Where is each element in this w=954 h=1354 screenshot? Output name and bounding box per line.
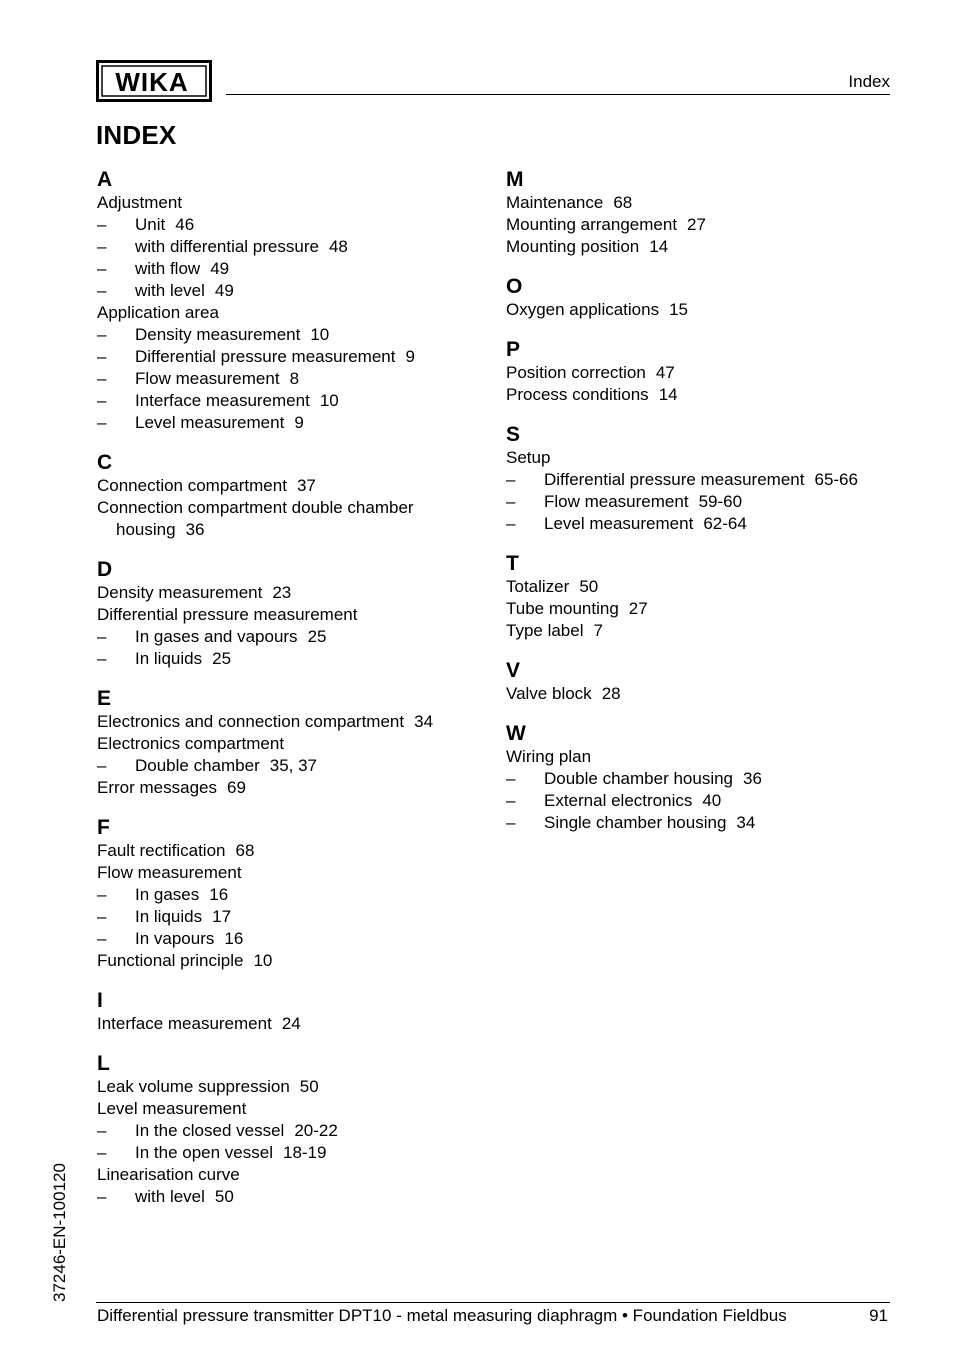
index-entry — [97, 475, 477, 497]
entry-page-reference: 65-66 — [814, 470, 858, 489]
entry-page-reference: 50 — [579, 577, 599, 596]
entry-page-reference: 20-22 — [294, 1121, 338, 1140]
entry-page-reference: 24 — [281, 1014, 301, 1033]
index-entry — [97, 1013, 477, 1035]
entry-term: Type label — [506, 621, 584, 640]
entry-term: Unit — [135, 215, 166, 234]
entry-term: Position correction — [506, 363, 646, 382]
entry-term: Valve block — [506, 684, 592, 703]
section-letter: L — [97, 1052, 110, 1075]
entry-page-reference: 68 — [613, 193, 633, 212]
entry-term: Oxygen applications — [506, 300, 660, 319]
document-code: 37246-EN-100120 — [50, 1163, 69, 1302]
section-letter: C — [97, 451, 113, 474]
index-column-left — [97, 168, 477, 1225]
entry-page-reference: 16 — [224, 929, 244, 948]
index-section-a — [97, 168, 477, 434]
entry-page-reference: 36 — [185, 520, 205, 539]
footer-rule — [96, 1302, 890, 1303]
page-number: 91 — [869, 1306, 888, 1325]
entry-page-reference: 27 — [687, 215, 706, 234]
index-subentry — [97, 648, 477, 670]
index-entry — [506, 214, 896, 236]
entry-term: Flow measurement — [135, 369, 280, 388]
index-subentry — [97, 346, 477, 368]
entry-page-reference: 68 — [235, 841, 255, 860]
entry-term: In gases — [135, 885, 200, 904]
entry-term: Flow measurement — [97, 863, 242, 882]
index-entry — [506, 746, 896, 768]
section-letter: F — [97, 816, 110, 839]
index-subentry — [97, 1186, 477, 1208]
entry-page-reference: 50 — [299, 1077, 319, 1096]
entry-term: Setup — [506, 448, 551, 467]
section-letter: W — [506, 722, 526, 745]
entry-term: External electronics — [544, 791, 693, 810]
entry-page-reference: 34 — [736, 813, 756, 832]
entry-page-reference: 49 — [210, 259, 230, 278]
index-entry — [506, 362, 896, 384]
index-entry — [97, 302, 477, 324]
entry-term: Connection compartment double chamber — [97, 498, 414, 517]
index-entry — [97, 497, 477, 519]
index-entry — [97, 950, 477, 972]
header-rule — [226, 94, 890, 95]
index-subentry — [97, 1142, 477, 1164]
entry-page-reference: 34 — [414, 712, 434, 731]
index-entry — [506, 576, 896, 598]
index-entry — [97, 1164, 477, 1186]
index-subentry — [506, 768, 896, 790]
entry-page-reference: 9 — [405, 347, 415, 366]
entry-term: In vapours — [135, 929, 215, 948]
entry-term: Error messages — [97, 778, 217, 797]
entry-term: Mounting arrangement — [506, 215, 678, 234]
entry-term: Adjustment — [97, 193, 183, 212]
entry-page-reference: 14 — [658, 385, 678, 404]
index-entry — [97, 1076, 477, 1098]
index-subentry — [97, 368, 477, 390]
section-letter: S — [506, 423, 521, 446]
header-section-label: Index — [848, 72, 890, 91]
entry-term: Differential pressure measurement — [544, 470, 805, 489]
index-subentry — [97, 884, 477, 906]
entry-term: Level measurement — [97, 1099, 247, 1118]
entry-term: Wiring plan — [506, 747, 592, 766]
index-entry — [506, 192, 896, 214]
entry-page-reference: 35, 37 — [269, 756, 318, 775]
index-entry — [97, 733, 477, 755]
index-subentry — [97, 280, 477, 302]
entry-term: housing — [116, 520, 176, 539]
entry-term: with level — [135, 281, 205, 300]
entry-term: Mounting position — [506, 237, 640, 256]
entry-term: In the open vessel — [135, 1143, 273, 1162]
entry-term: Linearisation curve — [97, 1165, 240, 1184]
entry-term: with level — [135, 1187, 205, 1206]
entry-term: Level measurement — [135, 413, 285, 432]
entry-page-reference: 49 — [214, 281, 234, 300]
index-entry — [506, 236, 896, 258]
entry-page-reference: 48 — [328, 237, 348, 256]
section-letter: V — [506, 659, 521, 682]
entry-page-reference: 27 — [628, 599, 648, 618]
index-subentry — [97, 324, 477, 346]
index-section-s — [506, 423, 896, 535]
index-section-v — [506, 659, 896, 705]
entry-page-reference: 46 — [175, 215, 195, 234]
entry-term: In liquids — [135, 907, 203, 926]
index-entry — [97, 192, 477, 214]
entry-term: Single chamber housing — [544, 813, 727, 832]
index-entry — [97, 711, 477, 733]
index-entry — [97, 519, 477, 541]
index-subentry — [97, 412, 477, 434]
entry-term: Maintenance — [506, 193, 604, 212]
index-subentry — [97, 236, 477, 258]
index-entry — [506, 384, 896, 406]
index-section-o — [506, 275, 896, 321]
entry-page-reference: 10 — [253, 951, 273, 970]
entry-term: Level measurement — [544, 514, 694, 533]
entry-page-reference: 10 — [310, 325, 330, 344]
entry-term: Density measurement — [135, 325, 301, 344]
entry-page-reference: 10 — [319, 391, 339, 410]
entry-page-reference: 50 — [214, 1187, 234, 1206]
index-section-i — [97, 989, 477, 1035]
index-entry — [97, 1098, 477, 1120]
entry-term: Differential pressure measurement — [135, 347, 396, 366]
index-entry — [506, 447, 896, 469]
entry-term: Double chamber housing — [544, 769, 734, 788]
index-section-d — [97, 558, 477, 670]
index-subentry — [506, 790, 896, 812]
entry-term: Interface measurement — [97, 1014, 272, 1033]
section-letter: T — [506, 552, 519, 575]
entry-page-reference: 25 — [307, 627, 327, 646]
index-section-t — [506, 552, 896, 642]
entry-term: Application area — [97, 303, 219, 322]
index-section-f — [97, 816, 477, 972]
entry-page-reference: 18-19 — [282, 1143, 327, 1162]
footer-document-title: Differential pressure transmitter DPT10 - metal measuring diaphragm • Foundation Fieldbus — [97, 1306, 787, 1325]
page-title: INDEX — [96, 120, 177, 150]
entry-page-reference: 47 — [655, 363, 675, 382]
svg-text:WIKA: WIKA — [115, 67, 189, 97]
entry-term: Process conditions — [506, 385, 649, 404]
entry-term: Double chamber — [135, 756, 260, 775]
entry-term: Interface measurement — [135, 391, 310, 410]
entry-term: In the closed vessel — [135, 1121, 285, 1140]
entry-page-reference: 25 — [212, 649, 232, 668]
entry-page-reference: 69 — [226, 778, 246, 797]
entry-page-reference: 14 — [649, 237, 669, 256]
index-subentry — [97, 626, 477, 648]
section-letter: I — [97, 989, 103, 1012]
entry-page-reference: 28 — [601, 684, 621, 703]
entry-page-reference: 37 — [296, 476, 316, 495]
index-entry — [506, 299, 896, 321]
section-letter: P — [506, 338, 521, 361]
entry-page-reference: 40 — [702, 791, 722, 810]
entry-page-reference: 9 — [294, 413, 304, 432]
section-letter: E — [97, 687, 112, 710]
index-section-c — [97, 451, 477, 541]
entry-page-reference: 17 — [212, 907, 232, 926]
entry-term: Leak volume suppression — [97, 1077, 290, 1096]
index-entry — [97, 582, 477, 604]
index-subentry — [506, 812, 896, 834]
index-subentry — [506, 513, 896, 535]
entry-page-reference: 36 — [743, 769, 762, 788]
entry-page-reference: 7 — [593, 621, 603, 640]
entry-term: with flow — [135, 259, 201, 278]
entry-term: Density measurement — [97, 583, 263, 602]
entry-term: Connection compartment — [97, 476, 287, 495]
wika-logo — [96, 60, 212, 102]
entry-page-reference: 16 — [209, 885, 229, 904]
index-section-e — [97, 687, 477, 799]
entry-page-reference: 15 — [669, 300, 689, 319]
entry-term: Tube mounting — [506, 599, 619, 618]
index-column-right — [506, 168, 896, 851]
index-subentry — [506, 491, 896, 513]
entry-term: Flow measurement — [544, 492, 689, 511]
index-subentry — [97, 258, 477, 280]
entry-term: Electronics compartment — [97, 734, 285, 753]
index-section-w — [506, 722, 896, 834]
index-subentry — [506, 469, 896, 491]
entry-term: Totalizer — [506, 577, 570, 596]
index-entry — [506, 683, 896, 705]
entry-term: In liquids — [135, 649, 203, 668]
entry-page-reference: 8 — [289, 369, 300, 388]
index-section-m — [506, 168, 896, 258]
index-subentry — [97, 928, 477, 950]
entry-term: Differential pressure measurement — [97, 605, 358, 624]
section-letter: M — [506, 168, 524, 191]
index-subentry — [97, 390, 477, 412]
index-subentry — [97, 906, 477, 928]
index-subentry — [97, 1120, 477, 1142]
section-letter: D — [97, 558, 113, 581]
entry-page-reference: 62-64 — [703, 514, 747, 533]
entry-term: Functional principle — [97, 951, 244, 970]
section-letter: A — [97, 168, 113, 191]
entry-page-reference: 59-60 — [698, 492, 743, 511]
index-section-p — [506, 338, 896, 406]
index-section-l — [97, 1052, 477, 1208]
index-entry — [506, 598, 896, 620]
section-letter: O — [506, 275, 523, 298]
index-entry — [506, 620, 896, 642]
index-entry — [97, 840, 477, 862]
index-entry — [97, 604, 477, 626]
entry-term: In gases and vapours — [135, 627, 298, 646]
index-entry — [97, 777, 477, 799]
entry-term: with differential pressure — [135, 237, 319, 256]
entry-page-reference: 23 — [272, 583, 292, 602]
entry-term: Electronics and connection compartment — [97, 712, 405, 731]
entry-term: Fault rectification — [97, 841, 226, 860]
index-entry — [97, 862, 477, 884]
index-subentry — [97, 214, 477, 236]
index-subentry — [97, 755, 477, 777]
